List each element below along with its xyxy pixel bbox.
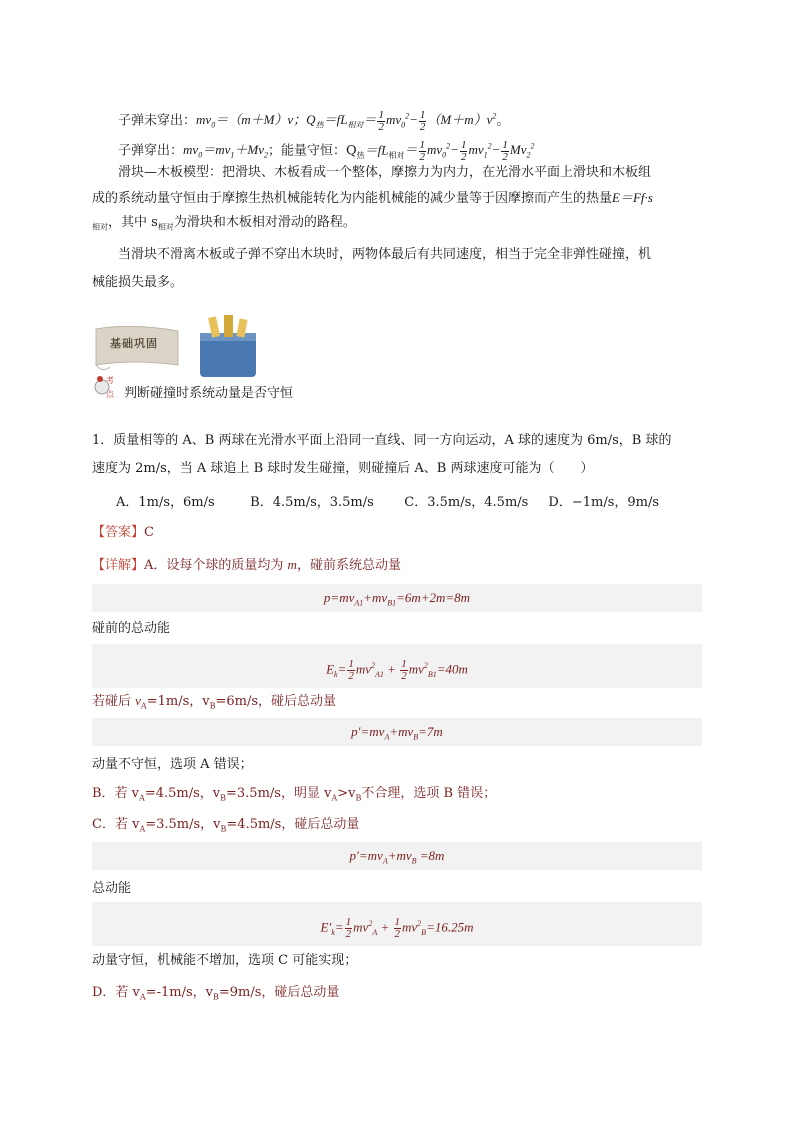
topic-icon: 考 点: [92, 373, 120, 403]
fraction-half: $\frac{1}{2}$: [460, 138, 467, 163]
theory-para-inelastic-1: 当滑块不滑离木板或子弹不穿出木块时，两物体最后有共同速度，相当于完全非弹性碰撞，机: [118, 247, 652, 262]
formula-momentum-energy: $mv_0=mv_1+Mv_2$: [183, 142, 268, 160]
question-stem-1: 1．质量相等的 A、B 两球在光滑水平面上沿同一直线、同一方向运动，A 球的速度为 6m/s，B 球的: [92, 433, 672, 448]
detail-tag: 【详解】: [92, 558, 145, 573]
theory-para-board-3: $_{相对}$，其中 $s_{相对}$为滑块和木板相对滑动的路程。: [92, 215, 356, 232]
answer-line: [92, 522, 702, 544]
conclusion-a: 动量不守恒，选项 A 错误；: [92, 757, 253, 772]
formula-momentum: $mv_0=(m+M)v$；$Q_热=fL_{相对}=$ $\frac{1}{2}$ $mv_0^2-$ $\frac{1}{2}$ $(M+m)v^2$: [196, 108, 497, 133]
question-stem-2: 速度为 2m/s，当 A 球追上 B 球时发生碰撞，则碰撞后 A、B 两球速度可能为（ ）: [92, 461, 594, 476]
label-not-through: 子弹未穿出：: [118, 113, 197, 129]
label-total-ke: 总动能: [92, 881, 132, 896]
theory-para-inelastic-2: 械能损失最多。: [92, 275, 184, 290]
theory-line-through: 子弹穿出：$mv_0=mv_1+Mv_2$；能量守恒：$Q_热=fL_{相对}=$ $\frac{1}{2}$ $mv_0^2-$ $\frac{1}{2}$ $mv_1^2-$ $\frac{1}{2}$ $Mv_2^2$: [118, 138, 535, 163]
topic-title: 判断碰撞时系统动量是否守恒: [124, 386, 294, 401]
theory-para-board-2: 成的系统动量守恒由于摩擦生热机械能转化为内能机械能的减少量等于因摩擦而产生的热量E＝Ff·s: [92, 190, 653, 206]
option-d: D．−1m/s，9m/s: [548, 495, 660, 510]
banner-label: 基础巩固: [110, 337, 158, 350]
fraction-half: $\frac{1}{2}$: [401, 657, 407, 682]
theory-para-board-1: 滑块—木板模型：把滑块、木板看成一个整体，摩擦力为内力，在光滑水平面上滑块和木板组: [118, 165, 652, 180]
conclusion-c: 动量守恒，机械能不增加，选项 C 可能实现；: [92, 953, 358, 968]
option-c: C．3.5m/s，4.5m/s: [404, 495, 529, 510]
theory-line-not-through: 子弹未穿出：$mv_0=(m+M)v$；$Q_热=fL_{相对}=$ $\frac{1}{2}$ $mv_0^2-$ $\frac{1}{2}$ $(M+m)v^2$。: [118, 108, 510, 133]
equation-ke-case-c: $E'_k=$ $\frac{1}{2}$ $mv^2_A$ + $\frac{1}{2}$ $mv^2_B=16.25m$: [92, 902, 702, 946]
answer-value: C: [144, 525, 154, 540]
label-ke-before: 碰前的总动能: [92, 621, 171, 636]
case-d-line: D．若 $v_A=-1m/s$，$v_B=9m/s$，碰后总动量: [92, 985, 340, 1002]
fraction-half: $\frac{1}{2}$: [378, 108, 384, 133]
fraction-half: $\frac{1}{2}$: [419, 108, 426, 133]
case-b-line: B．若 $v_A=4.5m/s$，$v_B=3.5m/s$，明显 $v_A>v_B$不合理，选项 B 错误；: [92, 786, 497, 803]
fraction-half: $\frac{1}{2}$: [502, 138, 508, 163]
equation-ke-before: $E_k=$ $\frac{1}{2}$ $mv^2_{A1}$ + $\frac{1}{2}$ $mv^2_{B1}=40m$: [92, 644, 702, 688]
fraction-half: $\frac{1}{2}$: [345, 915, 352, 940]
label-through: 子弹穿出：: [118, 143, 184, 159]
detail-line-a: 【详解】A．设每个球的质量均为 m，碰前系统总动量: [92, 557, 401, 573]
option-a: A．1m/s，6m/s: [116, 495, 215, 510]
fraction-half: $\frac{1}{2}$: [394, 915, 400, 940]
fraction-half: $\frac{1}{2}$: [419, 138, 425, 163]
option-b: B．4.5m/s，3.5m/s: [250, 495, 374, 510]
equation-momentum-case-c: $p'=mv_A+mv_B =8m$: [92, 842, 702, 870]
question-options: [116, 492, 696, 514]
equation-momentum-case-a: $p'=mv_A+mv_B=7m$: [92, 718, 702, 746]
case-a-line: 若碰后 $v_A=1m/s$，$v_B=6m/s$，碰后总动量: [92, 693, 337, 711]
answer-tag: 【答案】: [92, 525, 145, 540]
fraction-half: $\frac{1}{2}$: [348, 657, 354, 682]
equation-momentum-before: $p=mv_{A1}+mv_{B1}=6m+2m=8m$: [92, 584, 702, 612]
case-c-line: C．若 $v_A=3.5m/s$，$v_B=4.5m/s$，碰后总动量: [92, 817, 360, 834]
section-banner: [92, 315, 264, 379]
